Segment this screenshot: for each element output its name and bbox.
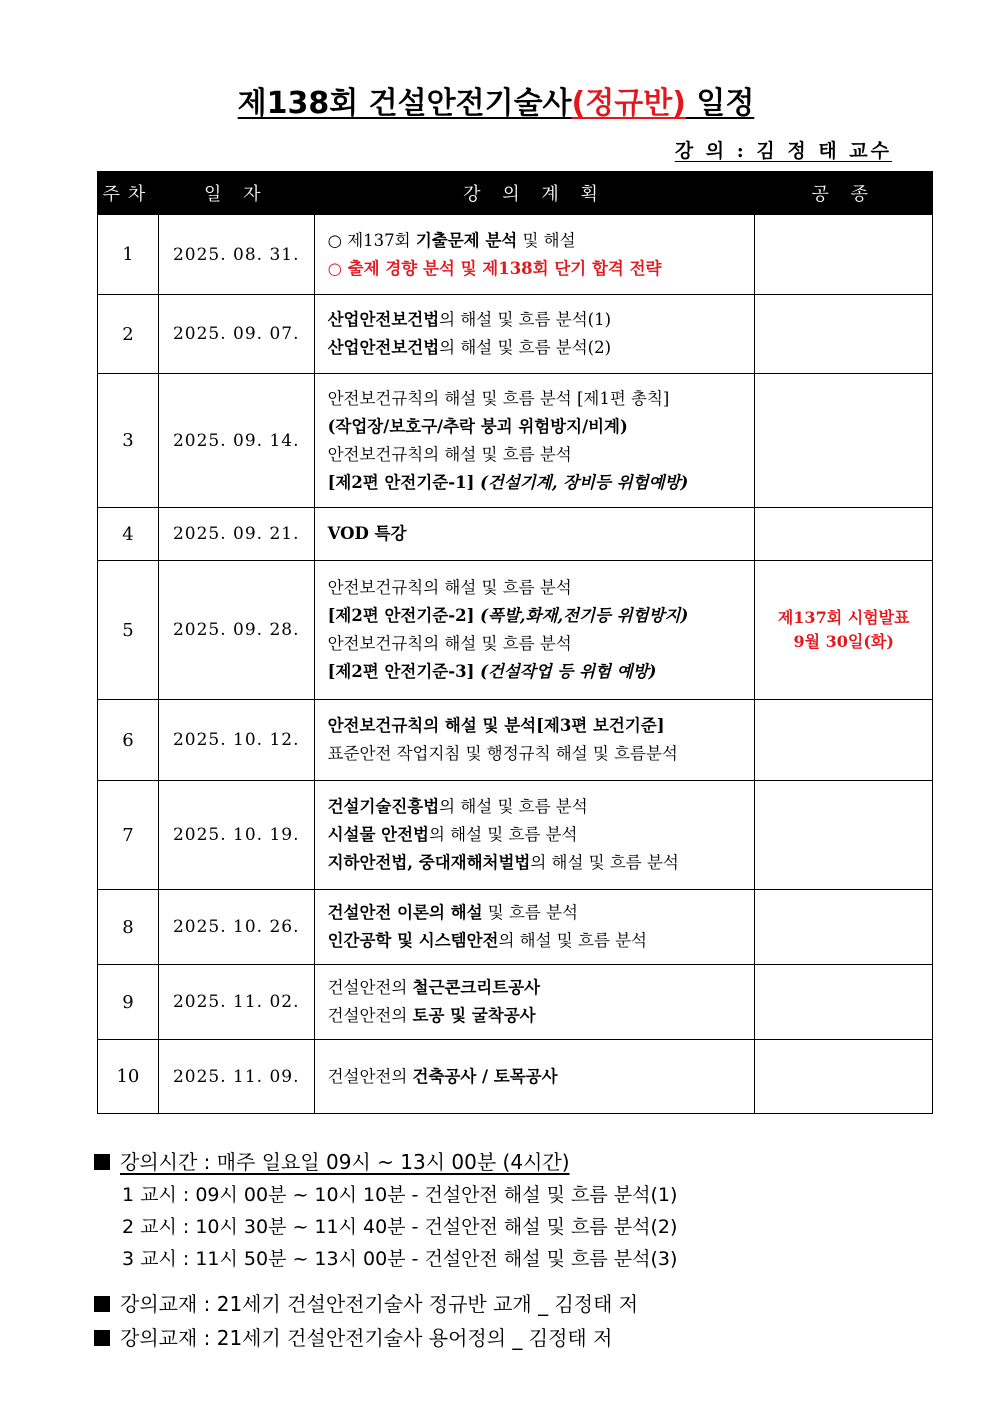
plan-text-segment: 의 해설 및 흐름 분석(2) [439,338,612,357]
table-row [98,700,933,781]
date-cell: 2025. 08. 31. [158,215,314,295]
category-cell [755,890,933,965]
plan-text-segment: 건설안전의 [327,1066,413,1086]
week-cell: 10 [98,1040,159,1114]
date-cell: 2025. 09. 21. [158,508,314,561]
table-header-row [98,172,933,215]
plan-text-segment: 건설안전의 [327,1006,413,1025]
week-cell: 4 [98,508,159,561]
plan-line [328,1002,745,1030]
category-cell [755,781,933,890]
plan-line [328,306,745,334]
period-1: 1 교시 : 09시 00분 ~ 10시 10분 - 건설안전 해설 및 흐름 분석(1) [122,1184,678,1206]
schedule-table [97,171,933,1114]
table-row [98,295,933,374]
plan-text-segment: 안전보건규칙의 해설 및 흐름 분석 [327,444,572,464]
plan-text-segment: 안전보건규칙의 해설 및 분석[제3편 보건기준] [327,716,665,735]
plan-line [328,385,745,413]
plan-cell [314,781,755,890]
textbook-2 [94,1322,612,1351]
date-cell: 2025. 11. 09. [158,1040,314,1114]
date-cell: 2025. 10. 19. [158,781,314,890]
plan-text-segment: (작업장/보호구/추락 붕괴 위험방지/비계) [327,416,628,436]
plan-line [328,740,745,768]
plan-text-segment: (건설작업 등 위험 예방) [480,662,657,681]
week-cell: 3 [98,374,159,508]
plan-text-segment: 건축공사 / 토목공사 [412,1066,558,1086]
plan-text-segment: 안전보건규칙의 해설 및 흐름 분석 [327,578,572,597]
plan-text-segment: 안전보건규칙의 해설 및 흐름 분석 [327,634,572,653]
category-note: 9월 30일(화) [793,632,894,651]
table-row [98,781,933,890]
plan-cell [314,215,755,295]
week-cell: 2 [98,295,159,374]
header-date: 일 자 [158,172,314,215]
plan-cell [314,561,755,700]
plan-line [328,1063,745,1091]
table-row [98,890,933,965]
plan-cell [314,1040,755,1114]
plan-line [328,413,745,441]
week-cell: 8 [98,890,159,965]
plan-line [328,469,745,497]
lecture-hours-text: 강의시간 : 매주 일요일 09시 ~ 13시 00분 (4시간) [120,1150,570,1174]
square-bullet-icon [94,1154,110,1170]
week-cell: 9 [98,965,159,1040]
plan-text-segment: [제2편 안전기준-3] [327,662,481,681]
title-highlight: (정규반) [571,86,686,121]
plan-line [328,899,745,927]
plan-line [328,602,745,630]
header-plan: 강 의 계 획 [314,172,755,215]
category-cell [755,508,933,561]
date-cell: 2025. 09. 28. [158,561,314,700]
plan-line [328,334,745,362]
textbook-2-text: 강의교재 : 21세기 건설안전기술사 용어정의 _ 김정태 저 [120,1326,613,1350]
plan-text-segment: (건설기계, 장비등 위험예방) [480,472,689,492]
plan-text-segment: (폭발,화재,전기등 위험방지) [480,606,689,625]
plan-text-segment: 건설기술진흥법 [327,797,440,816]
table-row [98,1040,933,1114]
title-prefix: 제138회 건설안전기술사 [237,86,572,121]
plan-text-segment: [제2편 안전기준-1] [327,472,481,492]
plan-text-segment: ○ 제137회 [327,230,416,250]
plan-text-segment: 의 해설 및 흐름 분석 [428,825,578,844]
category-cell [755,215,933,295]
plan-text-segment: 시설물 안전법 [327,825,429,844]
plan-line [328,712,745,740]
textbook-1-text: 강의교재 : 21세기 건설안전기술사 정규반 교개 _ 김정태 저 [120,1292,639,1316]
plan-text-segment: ○ 출제 경향 분석 및 제138회 단기 합격 전략 [327,258,662,278]
plan-text-segment: 산업안전보건법 [327,310,440,329]
page-title [0,78,992,122]
square-bullet-icon [94,1330,110,1346]
plan-text-segment: 철근콘크리트공사 [412,978,541,997]
plan-text-segment: 및 흐름 분석 [482,903,578,922]
category-cell [755,1040,933,1114]
period-2: 2 교시 : 10시 30분 ~ 11시 40분 - 건설안전 해설 및 흐름 분석(2) [122,1216,678,1238]
category-cell [755,295,933,374]
week-cell: 5 [98,561,159,700]
plan-text-segment: 토공 및 굴착공사 [412,1006,536,1025]
category-cell [755,374,933,508]
date-cell: 2025. 10. 12. [158,700,314,781]
period-3: 3 교시 : 11시 50분 ~ 13시 00분 - 건설안전 해설 및 흐름 분석(3) [122,1248,678,1270]
table-row [98,561,933,700]
table-row [98,215,933,295]
plan-text-segment: 기출문제 분석 [415,230,518,250]
week-cell: 6 [98,700,159,781]
lecture-hours [94,1146,570,1175]
date-cell: 2025. 09. 14. [158,374,314,508]
week-cell: 7 [98,781,159,890]
plan-line [328,441,745,469]
date-cell: 2025. 10. 26. [158,890,314,965]
category-cell [755,965,933,1040]
category-cell [755,700,933,781]
plan-cell [314,295,755,374]
instructor-label: 강 의 : 김 정 태 교수 [674,140,892,162]
plan-line [328,255,745,283]
header-category: 공 종 [755,172,933,215]
plan-text-segment: 의 해설 및 흐름 분석 [530,853,679,872]
table-row [98,965,933,1040]
textbook-1 [94,1288,638,1317]
plan-text-segment: 지하안전법, 중대재해처벌법 [327,853,531,872]
plan-line [328,849,745,877]
plan-cell [314,508,755,561]
plan-text-segment: 건설안전의 [327,978,413,997]
plan-line [328,630,745,658]
plan-line [328,658,745,686]
plan-line [328,821,745,849]
plan-cell [314,965,755,1040]
table-row [98,508,933,561]
plan-text-segment: 인간공학 및 시스템안전 [327,931,499,950]
plan-text-segment: 의 해설 및 흐름 분석(1) [439,310,612,329]
plan-text-segment: 산업안전보건법 [327,338,440,357]
title-suffix: 일정 [685,86,755,121]
category-note: 제137회 시험발표 [777,608,910,627]
plan-cell [314,890,755,965]
plan-text-segment: VOD 특강 [327,524,407,543]
plan-text-segment: 의 해설 및 흐름 분석 [439,797,588,816]
plan-text-segment: 및 해설 [517,230,576,250]
plan-line [328,793,745,821]
plan-line [328,574,745,602]
plan-text-segment: 건설안전 이론의 해설 [327,903,483,922]
plan-text-segment: 표준안전 작업지침 및 행정규칙 해설 및 흐름분석 [327,744,678,763]
table-row [98,374,933,508]
schedule-body [98,215,933,1114]
date-cell: 2025. 09. 07. [158,295,314,374]
plan-line [328,227,745,255]
plan-text-segment: [제2편 안전기준-2] [327,606,481,625]
date-cell: 2025. 11. 02. [158,965,314,1040]
week-cell: 1 [98,215,159,295]
plan-line [328,520,745,548]
square-bullet-icon [94,1296,110,1312]
plan-text-segment: 의 해설 및 흐름 분석 [498,931,647,950]
header-week: 주차 [98,172,159,215]
plan-line [328,974,745,1002]
category-cell [755,561,933,700]
plan-line [328,927,745,955]
plan-cell [314,700,755,781]
plan-text-segment: 안전보건규칙의 해설 및 흐름 분석 [제1편 총칙] [327,388,670,408]
plan-cell [314,374,755,508]
